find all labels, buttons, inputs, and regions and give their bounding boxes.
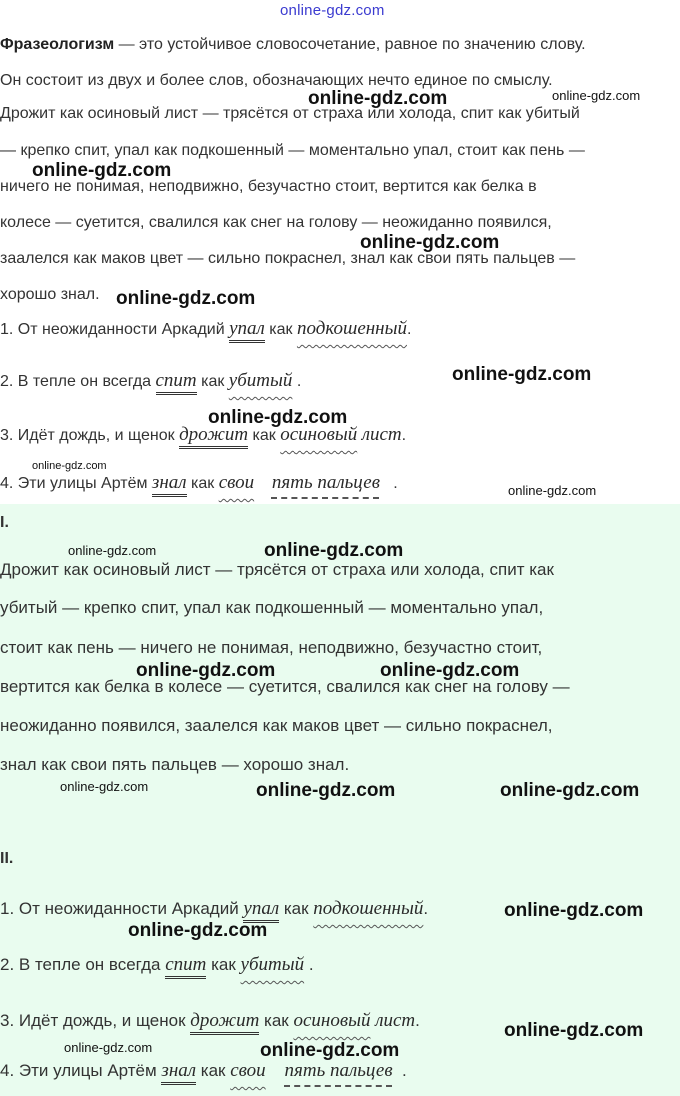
predicate-word: знал — [152, 472, 187, 497]
watermark: online-gdz.com — [68, 543, 157, 558]
watermark: online-gdz.com — [260, 1040, 400, 1061]
predicate-word: спит — [165, 954, 206, 979]
definition-line-1 — [0, 36, 586, 54]
answer-line-5: неожиданно появился, заалелся как маков цвет — сильно покраснел, — [0, 716, 553, 735]
watermark: online-gdz.com — [552, 88, 641, 103]
watermark: online-gdz.com — [500, 780, 640, 801]
sentence-text: как — [196, 373, 229, 390]
watermark: online-gdz.com — [208, 407, 348, 428]
answer-sentence-2 — [0, 954, 314, 976]
definition-line-6: колесе — суетится, свалился как снег на голову — неожиданно появился, — [0, 214, 552, 231]
subject-word: лист — [361, 424, 402, 445]
sentence-text: 2. В тепле он всегда — [0, 955, 166, 974]
watermark: online-gdz.com — [128, 920, 268, 941]
sentence-end: . — [415, 1011, 420, 1030]
sentence-end: . — [393, 475, 398, 492]
exercise-sentence-4 — [0, 472, 398, 494]
exercise-sentence-1 — [0, 318, 411, 340]
watermark: online-gdz.com — [136, 660, 276, 681]
watermark: online-gdz.com — [32, 160, 172, 181]
sentence-text: как — [264, 321, 297, 338]
predicate-word: дрожит — [190, 1010, 259, 1035]
sentence-end: . — [292, 373, 302, 390]
sentence-text: как — [248, 427, 281, 444]
answer-line-2: убитый — крепко спит, упал как подкошенный — моментально упал, — [0, 598, 544, 617]
predicate-word: упал — [243, 898, 279, 923]
sentence-end: . — [402, 1061, 407, 1080]
answer-line-1: Дрожит как осиновый лист — трясётся от страха или холода, спит как — [0, 560, 554, 579]
answer-line-3: стоит как пень — ничего не понимая, неподвижно, безучастно стоит, — [0, 638, 543, 657]
modifier-word: свои — [230, 1060, 266, 1081]
modifier-word: подкошенный — [313, 898, 424, 919]
watermark: online-gdz.com — [116, 288, 256, 309]
sentence-end: . — [406, 321, 412, 338]
watermark: online-gdz.com — [60, 779, 149, 794]
watermark: online-gdz.com — [504, 1020, 644, 1041]
object-word: пять пальцев — [271, 472, 380, 493]
modifier-word: свои — [218, 472, 255, 493]
modifier-word: подкошенный — [296, 318, 407, 339]
exercise-sentence-2 — [0, 370, 301, 392]
sentence-end: . — [401, 427, 407, 444]
sentence-text: 3. Идёт дождь, и щенок — [0, 427, 180, 444]
sentence-text: как — [206, 955, 241, 974]
watermark: online-gdz.com — [452, 364, 592, 385]
section-one-heading: I. — [0, 514, 9, 531]
definition-line-4: — крепко спит, упал как подкошенный — моментально упал, стоит как пень — — [0, 142, 585, 159]
sentence-text: как — [196, 1061, 231, 1080]
sentence-text: 1. От неожиданности Аркадий — [0, 899, 244, 918]
sentence-text: 4. Эти улицы Артём — [0, 1061, 162, 1080]
answer-sentence-3 — [0, 1010, 420, 1032]
answer-line-4: вертится как белка в колесе — суетится, свалился как снег на голову — — [0, 677, 570, 696]
watermark: online-gdz.com — [504, 900, 644, 921]
sentence-text: 2. В тепле он всегда — [0, 373, 156, 390]
definition-rest: — это устойчивое словосочетание, равное по значению слову. — [114, 36, 586, 53]
answer-line-6: знал как свои пять пальцев — хорошо знал. — [0, 755, 350, 774]
watermark: online-gdz.com — [360, 232, 500, 253]
modifier-word: осиновый — [280, 424, 358, 445]
sentence-text: 4. Эти улицы Артём — [0, 475, 152, 492]
watermark: online-gdz.com — [256, 780, 396, 801]
watermark: online-gdz.com — [32, 460, 107, 472]
watermark: online-gdz.com — [64, 1040, 153, 1055]
modifier-word: убитый — [240, 954, 305, 975]
sentence-end: . — [304, 955, 314, 974]
predicate-word: спит — [156, 370, 197, 395]
object-word: пять пальцев — [284, 1060, 393, 1081]
predicate-word: знал — [161, 1060, 196, 1085]
sentence-text: как — [279, 899, 314, 918]
section-two-heading: II. — [0, 850, 14, 867]
watermark: online-gdz.com — [508, 483, 597, 498]
definition-line-3: Дрожит как осиновый лист — трясётся от страха или холода, спит как убитый — [0, 105, 580, 122]
definition-line-5: ничего не понимая, неподвижно, безучастно стоит, вертится как белка в — [0, 178, 537, 195]
watermark: online-gdz.com — [264, 540, 404, 561]
predicate-word: дрожит — [179, 424, 248, 449]
modifier-word: убитый — [228, 370, 293, 391]
top-watermark: online-gdz.com — [280, 2, 385, 19]
sentence-text: 3. Идёт дождь, и щенок — [0, 1011, 191, 1030]
definition-line-8: хорошо знал. — [0, 286, 100, 303]
subject-word: лист — [375, 1010, 416, 1031]
term: Фразеологизм — [0, 36, 115, 53]
sentence-text: как — [259, 1011, 294, 1030]
definition-line-2: Он состоит из двух и более слов, обозначающих нечто единое по смыслу. — [0, 72, 553, 89]
watermark: online-gdz.com — [380, 660, 520, 681]
predicate-word: упал — [229, 318, 265, 343]
sentence-text: как — [186, 475, 219, 492]
watermark: online-gdz.com — [308, 88, 448, 109]
sentence-text: 1. От неожиданности Аркадий — [0, 321, 230, 338]
sentence-end: . — [423, 899, 429, 918]
definition-line-7: заалелся как маков цвет — сильно покраснел, знал как свои пять пальцев — — [0, 250, 576, 267]
answer-sentence-4 — [0, 1060, 407, 1082]
modifier-word: осиновый — [293, 1010, 371, 1031]
answer-sentence-1 — [0, 898, 428, 920]
